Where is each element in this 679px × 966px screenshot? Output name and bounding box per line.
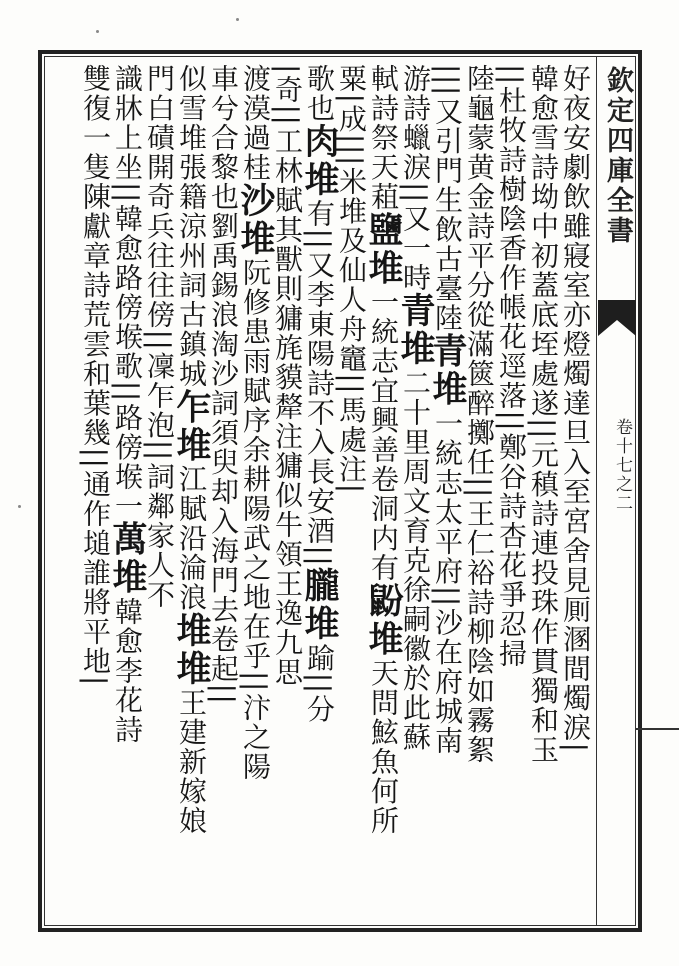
edge-rule	[636, 728, 679, 730]
entry-text: 軾詩祭天蒩	[367, 64, 400, 212]
entry-text: |||又引門生飲古臺陸	[431, 64, 464, 333]
entry-text: 一統志太平府||沙在府城南	[431, 408, 464, 756]
entry-text: 粟|成|	[335, 64, 368, 145]
headword: 肉堆	[299, 123, 340, 199]
entry-text: 門白磧開奇兵往往傍||	[143, 64, 176, 352]
headword: 堆堆	[171, 612, 212, 688]
headword: 鼢堆	[363, 582, 404, 659]
book-title: 欽定四庫全書	[602, 66, 633, 246]
entry-text: 誰將平地|	[79, 557, 112, 687]
entry-text: 也劉禹錫浪淘沙詞須臾却入海門去卷起||	[207, 182, 240, 706]
entry-text: ||杜牧詩樹陰香作帳花逕落||鄭谷詩杏花爭忍掃	[495, 64, 528, 669]
entry-text: 游詩蠟淚||又一時	[399, 64, 432, 293]
entry-text: 渡漠過桂	[239, 64, 272, 182]
entry-text: 凜乍泡||	[143, 351, 176, 462]
headword: 鹽堆	[363, 211, 404, 288]
fishtail-mark-icon	[598, 298, 636, 338]
entry-text: 王逸九思	[271, 568, 304, 687]
entry-text: 王建新嫁娘	[175, 688, 208, 836]
entry-text: 阮修患雨賦序余耕陽武之地在乎||汴之陽	[239, 258, 272, 782]
entry-text: 車兮合黎	[207, 64, 240, 182]
scan-speck	[18, 505, 21, 508]
entry-text: 詞鄰家人不	[143, 461, 176, 610]
entry-text: 踰||分	[303, 643, 336, 725]
scan-speck	[96, 30, 99, 33]
entry-text: 一統志宜興善卷洞内有	[367, 287, 400, 583]
headword: 萬堆	[107, 520, 148, 597]
entry-text: 識牀上坐||韓愈路傍堠歌||路傍堠一	[111, 64, 144, 521]
entry-text: 歌也	[303, 64, 336, 123]
entry-text: 二十里周文育克徐嗣徽於此蘇	[399, 368, 432, 752]
entry-text: 陸龜蒙黄金詩平分從滿篋醉擲任||王仁裕詩柳陰如霧絮	[463, 64, 496, 765]
headword: 青堆	[427, 332, 468, 409]
headword: 沙堆	[235, 182, 276, 258]
entry-text: 有||又李東陽詩不入長安酒||	[303, 199, 336, 568]
entry-text: 江賦沿淪浪	[175, 464, 208, 612]
headword: 朧堆	[299, 567, 340, 644]
entry-text: |元稹詩連投珠作貫獨和玉	[527, 428, 560, 765]
entry-text: 韓愈雪詩坳中初蓋底垤處遂|	[527, 64, 560, 429]
headword: 乍堆	[171, 388, 212, 465]
entry-text: |米堆及仙人舟竈||馬處注|	[335, 155, 368, 495]
entry-text: 雙復一隻陳獻章詩荒雲和葉幾||通作塠	[79, 64, 112, 558]
entry-text: 似雪堆張籍涼州詞古鎮城	[175, 64, 208, 389]
entry-text: ||工林賦其獸則㺎旄貘犛注㺎似牛領	[271, 104, 304, 569]
headword: 青堆	[395, 292, 436, 369]
scan-speck	[236, 18, 239, 21]
entry-text: |奇	[271, 64, 304, 105]
text-column	[72, 64, 118, 924]
entry-text: 韓愈李花詩	[111, 596, 144, 745]
entry-text: 好夜安劇飲雖寢室亦燈燭達旦入至宮舍見厠溷間燭淚|	[559, 64, 592, 754]
entry-text: |	[335, 144, 368, 156]
volume-label: 卷十七之二	[612, 418, 632, 513]
entry-text: 天問鮌魚何所	[367, 658, 400, 836]
